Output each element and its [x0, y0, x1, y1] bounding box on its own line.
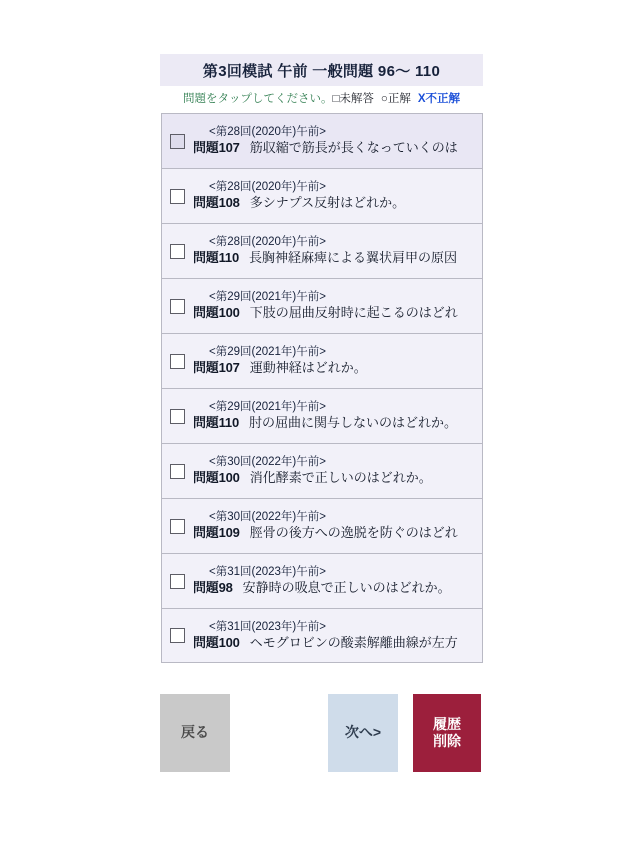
delete-history-label-line2: 削除: [433, 733, 461, 749]
back-button[interactable]: [160, 694, 230, 772]
list-item[interactable]: [161, 333, 483, 388]
delete-history-label-line1: 履歴: [433, 715, 461, 732]
question-line: [193, 469, 482, 487]
delete-history-button[interactable]: [413, 694, 481, 772]
legend-bar: [160, 90, 483, 110]
list-item[interactable]: [161, 388, 483, 443]
exam-label: <第30回(2022年)午前>: [209, 456, 326, 469]
question-text: 肘の屈曲に関与しないのはどれか。: [248, 415, 457, 431]
exam-label: <第28回(2020年)午前>: [209, 181, 326, 194]
question-text: 下肢の屈曲反射時に起こるのはどれ: [249, 305, 458, 321]
question-line: [193, 304, 482, 322]
question-text: 安静時の吸息で正しいのはどれか。: [242, 580, 451, 596]
question-number: 問題109: [193, 525, 240, 541]
list-item-text: [193, 400, 482, 432]
question-checkbox[interactable]: [170, 574, 185, 589]
next-button-label: 次へ>: [344, 724, 382, 741]
exam-label: <第31回(2023年)午前>: [209, 566, 326, 579]
legend-unanswered-label: 未解答: [339, 93, 374, 106]
question-checkbox[interactable]: [170, 519, 185, 534]
list-item[interactable]: [161, 223, 483, 278]
list-item-text: [193, 290, 482, 322]
list-item-text: [193, 510, 482, 542]
legend-correct-symbol: ○: [380, 93, 388, 106]
question-line: [193, 524, 482, 542]
question-line: [193, 194, 482, 212]
question-line: [193, 634, 482, 652]
exam-label: <第29回(2021年)午前>: [209, 401, 326, 414]
page-title: [160, 54, 483, 86]
question-number: 問題108: [193, 195, 240, 211]
question-number: 問題107: [193, 140, 240, 156]
question-checkbox[interactable]: [170, 628, 185, 643]
question-text: 運動神経はどれか。: [249, 360, 367, 376]
legend-incorrect-label: 不正解: [425, 93, 461, 106]
exam-label: <第28回(2020年)午前>: [209, 126, 326, 139]
question-checkbox[interactable]: [170, 244, 185, 259]
list-item[interactable]: [161, 498, 483, 553]
question-number: 問題110: [193, 250, 239, 266]
list-item-text: [193, 235, 482, 267]
question-text: 長胸神経麻痺による翼状肩甲の原因: [248, 250, 457, 266]
exam-label: <第29回(2021年)午前>: [209, 291, 326, 304]
list-item-text: [193, 125, 482, 157]
list-item-text: [193, 620, 482, 652]
question-text: 筋収縮で筋長が長くなっていくのは: [249, 140, 458, 156]
question-checkbox[interactable]: [170, 189, 185, 204]
list-item[interactable]: [161, 443, 483, 498]
legend-instruction: 問題をタップしてください。: [182, 93, 333, 106]
legend-unanswered-symbol: □: [332, 93, 340, 106]
question-line: [193, 249, 482, 267]
list-item[interactable]: [161, 168, 483, 223]
list-item[interactable]: [161, 553, 483, 608]
question-number: 問題107: [193, 360, 240, 376]
question-line: [193, 579, 482, 597]
question-text: 多シナプス反射はどれか。: [249, 195, 406, 211]
exam-label: <第31回(2023年)午前>: [209, 620, 326, 633]
question-text: 脛骨の後方への逸脱を防ぐのはどれ: [249, 525, 458, 541]
list-item-text: [193, 565, 482, 597]
question-text: ヘモグロビンの酸素解離曲線が左方: [249, 634, 458, 650]
question-checkbox[interactable]: [170, 134, 185, 149]
list-item-text: [193, 455, 482, 487]
question-number: 問題98: [193, 580, 233, 596]
question-checkbox[interactable]: [170, 299, 185, 314]
exam-label: <第30回(2022年)午前>: [209, 511, 326, 524]
question-checkbox[interactable]: [170, 464, 185, 479]
question-text: 消化酵素で正しいのはどれか。: [249, 470, 432, 486]
list-item[interactable]: [161, 608, 483, 663]
legend-correct-label: 正解: [387, 93, 411, 106]
list-item-text: [193, 180, 482, 212]
list-item-text: [193, 345, 482, 377]
exam-label: <第28回(2020年)午前>: [209, 236, 326, 249]
question-checkbox[interactable]: [170, 409, 185, 424]
exam-label: <第29回(2021年)午前>: [209, 346, 326, 359]
list-item[interactable]: [161, 113, 483, 168]
question-line: [193, 414, 482, 432]
question-number: 問題100: [193, 470, 240, 486]
page-title-text: 第3回模試 午前 一般問題 96〜 110: [202, 62, 441, 80]
list-item[interactable]: [161, 278, 483, 333]
question-line: [193, 359, 482, 377]
question-list: [161, 113, 483, 663]
question-number: 問題110: [193, 415, 239, 431]
legend-incorrect-symbol: X: [417, 93, 426, 106]
question-checkbox[interactable]: [170, 354, 185, 369]
question-line: [193, 139, 482, 157]
back-button-label: 戻る: [181, 724, 209, 741]
next-button[interactable]: [328, 694, 398, 772]
question-number: 問題100: [193, 634, 240, 650]
question-number: 問題100: [193, 305, 240, 321]
